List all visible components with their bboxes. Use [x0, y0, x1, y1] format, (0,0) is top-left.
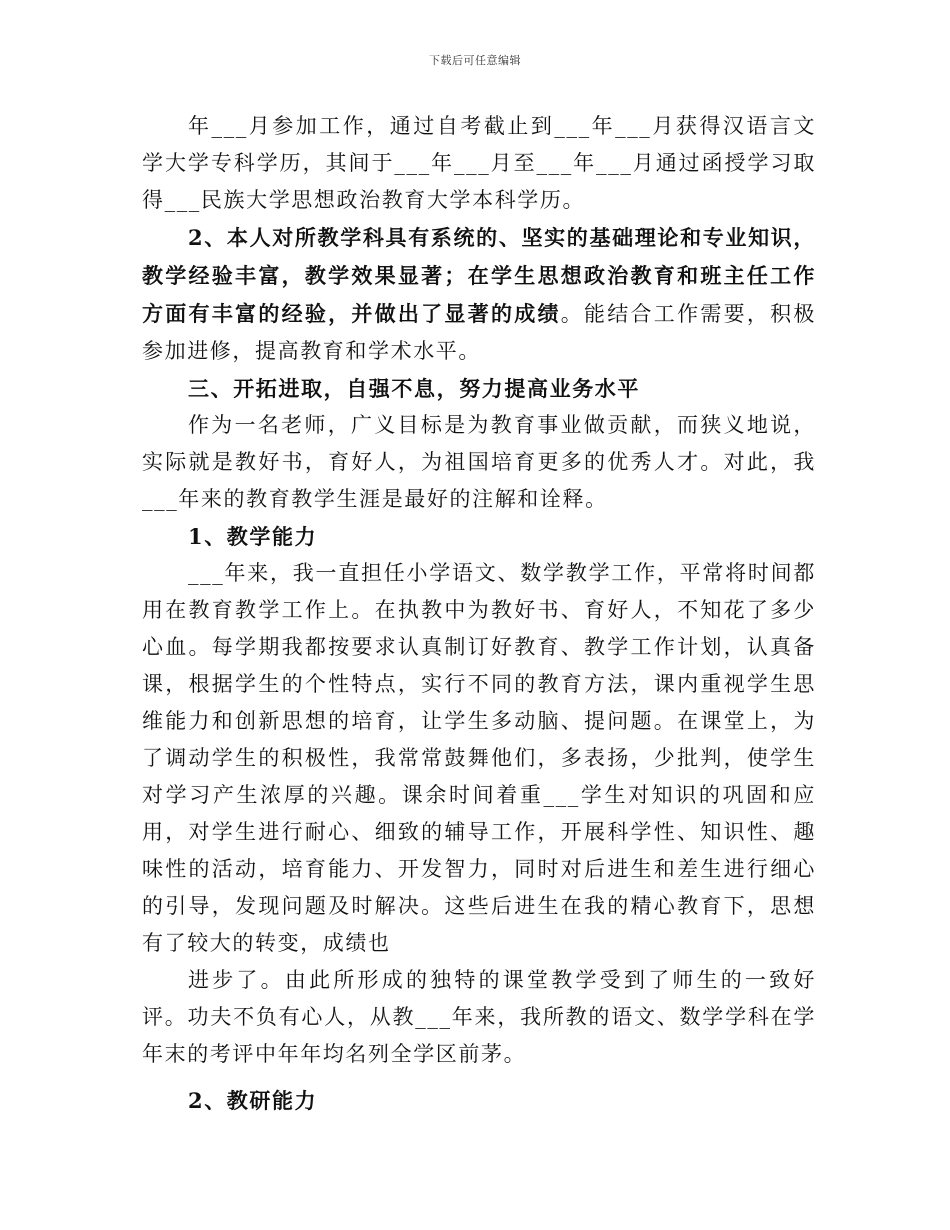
page-header-note: 下载后可任意编辑: [429, 54, 521, 67]
paragraph-teacher-goal: 作为一名老师，广义目标是为教育事业做贡献，而狭义地说，实际就是教好书，育好人，为祖国培育更多的优秀人才。对此，我___年来的教育教学生涯是最好的注解和诠释。: [142, 413, 816, 511]
section-heading-three: 三、开拓进取，自强不息，努力提高业务水平: [188, 376, 640, 401]
document-body: [142, 108, 816, 1119]
subheading-research-ability: 2、教研能力: [188, 1088, 318, 1113]
paragraph-education-history: 年___月参加工作，通过自考截止到___年___月获得汉语言文学大学专科学历，其间于___年___月至___年___月通过函授学习取得___民族大学思想政治教育大学本科学历。: [142, 114, 816, 212]
paragraph-teaching-ability: ___年来，我一直担任小学语文、数学教学工作，平常将时间都用在教育教学工作上。在执教中为教好书、育好人，不知花了多少心血。每学期我都按要求认真制订好教育、教学工作计划，认真备课，根据学生的个性特点，实行不同的教育方法，课内重视学生思维能力和创新思想的培育，让学生多动脑、提问题。在课堂上，为了调动学生的积极性，我常常鼓舞他们，多表扬，少批判，使学生对学习产生浓厚的兴趣。课余时间着重___学生对知识的巩固和应用，对学生进行耐心、细致的辅导工作，开展科学性、知识性、趣味性的活动，培育能力、开发智力，同时对后进生和差生进行细心的引导，发现问题及时解决。这些后进生在我的精心教育下，思想有了较大的转变，成绩也: [142, 561, 816, 955]
paragraph-teaching-results: 进步了。由此所形成的独特的课堂教学受到了师生的一致好评。功夫不负有心人，从教___年来，我所教的语文、数学学科在学年末的考评中年年均名列全学区前茅。: [142, 968, 816, 1066]
paragraph-continuation: 。能结合工作需要，积极参加进修，提高教育和学术水平。: [142, 302, 816, 363]
subheading-teaching-ability: 1、教学能力: [188, 524, 318, 549]
bold-statement: 2、本人对所教学科具有系统的、坚实的基础理论和专业知识，教学经验丰富，教学效果显著；在学生思想政治教育和班主任工作方面有丰富的经验，并做出了显著的成绩: [142, 225, 816, 326]
paragraph-professional-knowledge: [142, 219, 816, 370]
